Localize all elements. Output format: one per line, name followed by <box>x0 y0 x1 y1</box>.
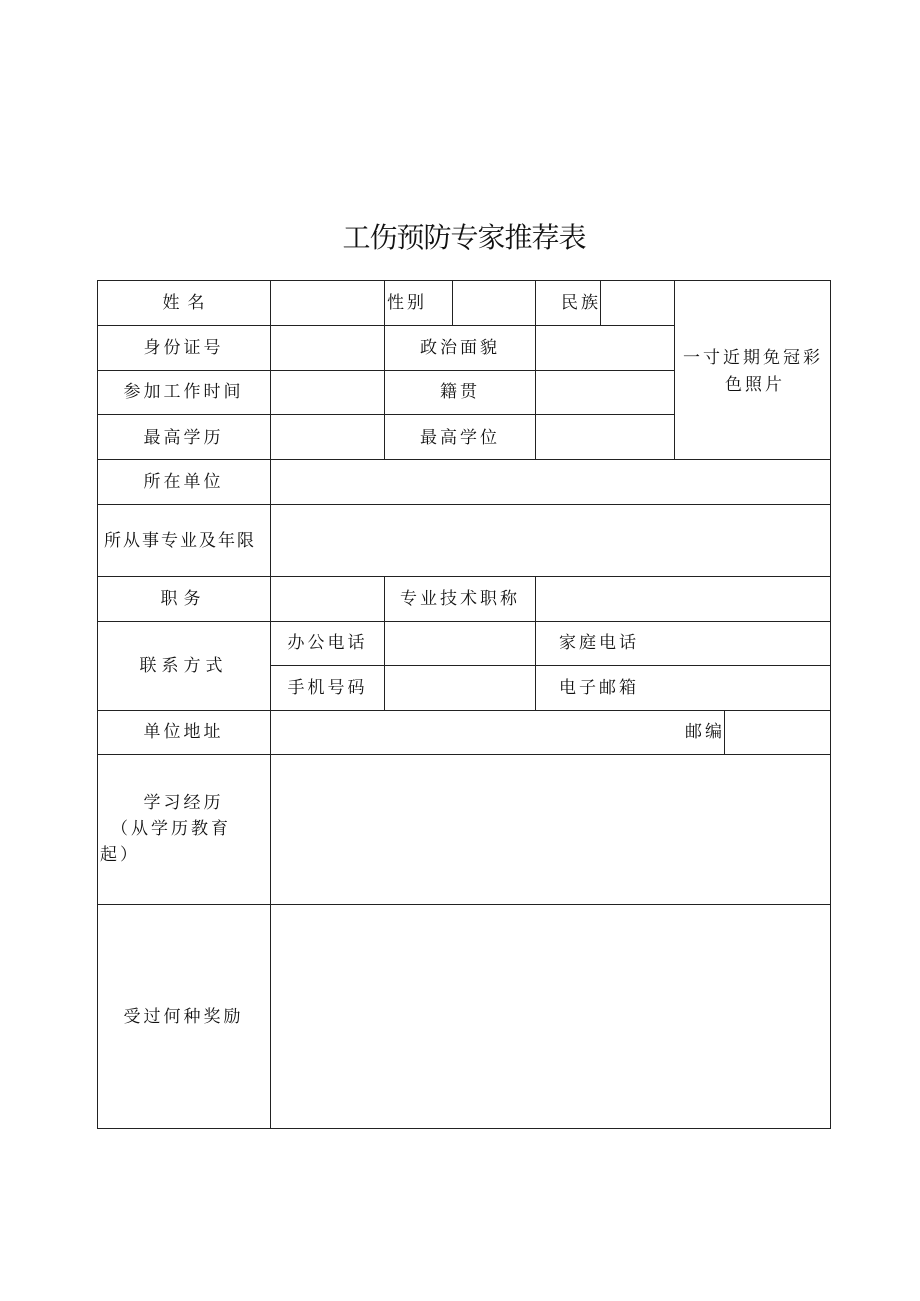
ethnicity-label: 民族 <box>561 293 601 313</box>
address-field[interactable] <box>271 711 671 754</box>
office-phone-label: 办公电话 <box>287 633 368 653</box>
study-history-label-line2: （从学历教育 <box>111 819 231 839</box>
professional-title-field[interactable] <box>536 577 830 621</box>
email-field[interactable] <box>675 666 830 710</box>
mobile-label: 手机号码 <box>287 678 368 698</box>
awards-label: 受过何种奖励 <box>123 1007 244 1027</box>
native-place-label: 籍贯 <box>440 382 480 402</box>
work-start-field[interactable] <box>271 371 384 414</box>
photo-instructions-line2: 色照片 <box>725 375 785 395</box>
border-left <box>97 280 98 1129</box>
recommendation-form <box>97 280 831 1130</box>
postcode-field[interactable] <box>725 711 830 754</box>
professional-title-label: 专业技术职称 <box>400 589 520 609</box>
contact-label: 联系方式 <box>139 656 228 676</box>
position-field[interactable] <box>271 577 384 621</box>
border-bottom <box>97 1128 831 1129</box>
native-place-field[interactable] <box>536 371 674 414</box>
id-number-field[interactable] <box>271 326 384 370</box>
degree-field[interactable] <box>536 415 674 459</box>
employer-field[interactable] <box>271 460 830 504</box>
awards-field[interactable] <box>271 905 830 1128</box>
email-label: 电子邮箱 <box>559 678 639 698</box>
address-label: 单位地址 <box>143 722 224 742</box>
photo-area[interactable] <box>675 281 830 459</box>
border-right <box>830 280 831 1129</box>
photo-instructions-line1: 一寸近期免冠彩 <box>683 348 823 368</box>
degree-label: 最高学位 <box>420 428 500 448</box>
specialty-years-field[interactable] <box>271 505 830 576</box>
mobile-field[interactable] <box>385 666 535 710</box>
ethnicity-field[interactable] <box>601 281 674 325</box>
employer-label: 所在单位 <box>143 472 224 492</box>
home-phone-label: 家庭电话 <box>559 633 639 653</box>
home-phone-field[interactable] <box>675 622 830 665</box>
political-status-label: 政治面貌 <box>420 338 500 358</box>
postcode-label: 邮编 <box>685 722 725 742</box>
name-label: 姓名 <box>162 293 213 313</box>
education-field[interactable] <box>271 415 384 459</box>
education-label: 最高学历 <box>143 428 224 448</box>
study-history-field[interactable] <box>271 755 830 904</box>
gender-field[interactable] <box>453 281 535 325</box>
specialty-years-label: 所从事专业及年限 <box>104 531 256 551</box>
political-status-field[interactable] <box>536 326 674 370</box>
work-start-label: 参加工作时间 <box>123 382 244 402</box>
gender-label: 性别 <box>387 293 427 313</box>
name-field[interactable] <box>271 281 384 325</box>
id-number-label: 身份证号 <box>143 338 224 358</box>
page-title: 工伤预防专家推荐表 <box>342 221 586 254</box>
office-phone-field[interactable] <box>385 622 535 665</box>
study-history-label-line3: 起） <box>100 845 140 865</box>
study-history-label-line1: 学习经历 <box>143 793 224 813</box>
position-label: 职务 <box>160 589 207 609</box>
